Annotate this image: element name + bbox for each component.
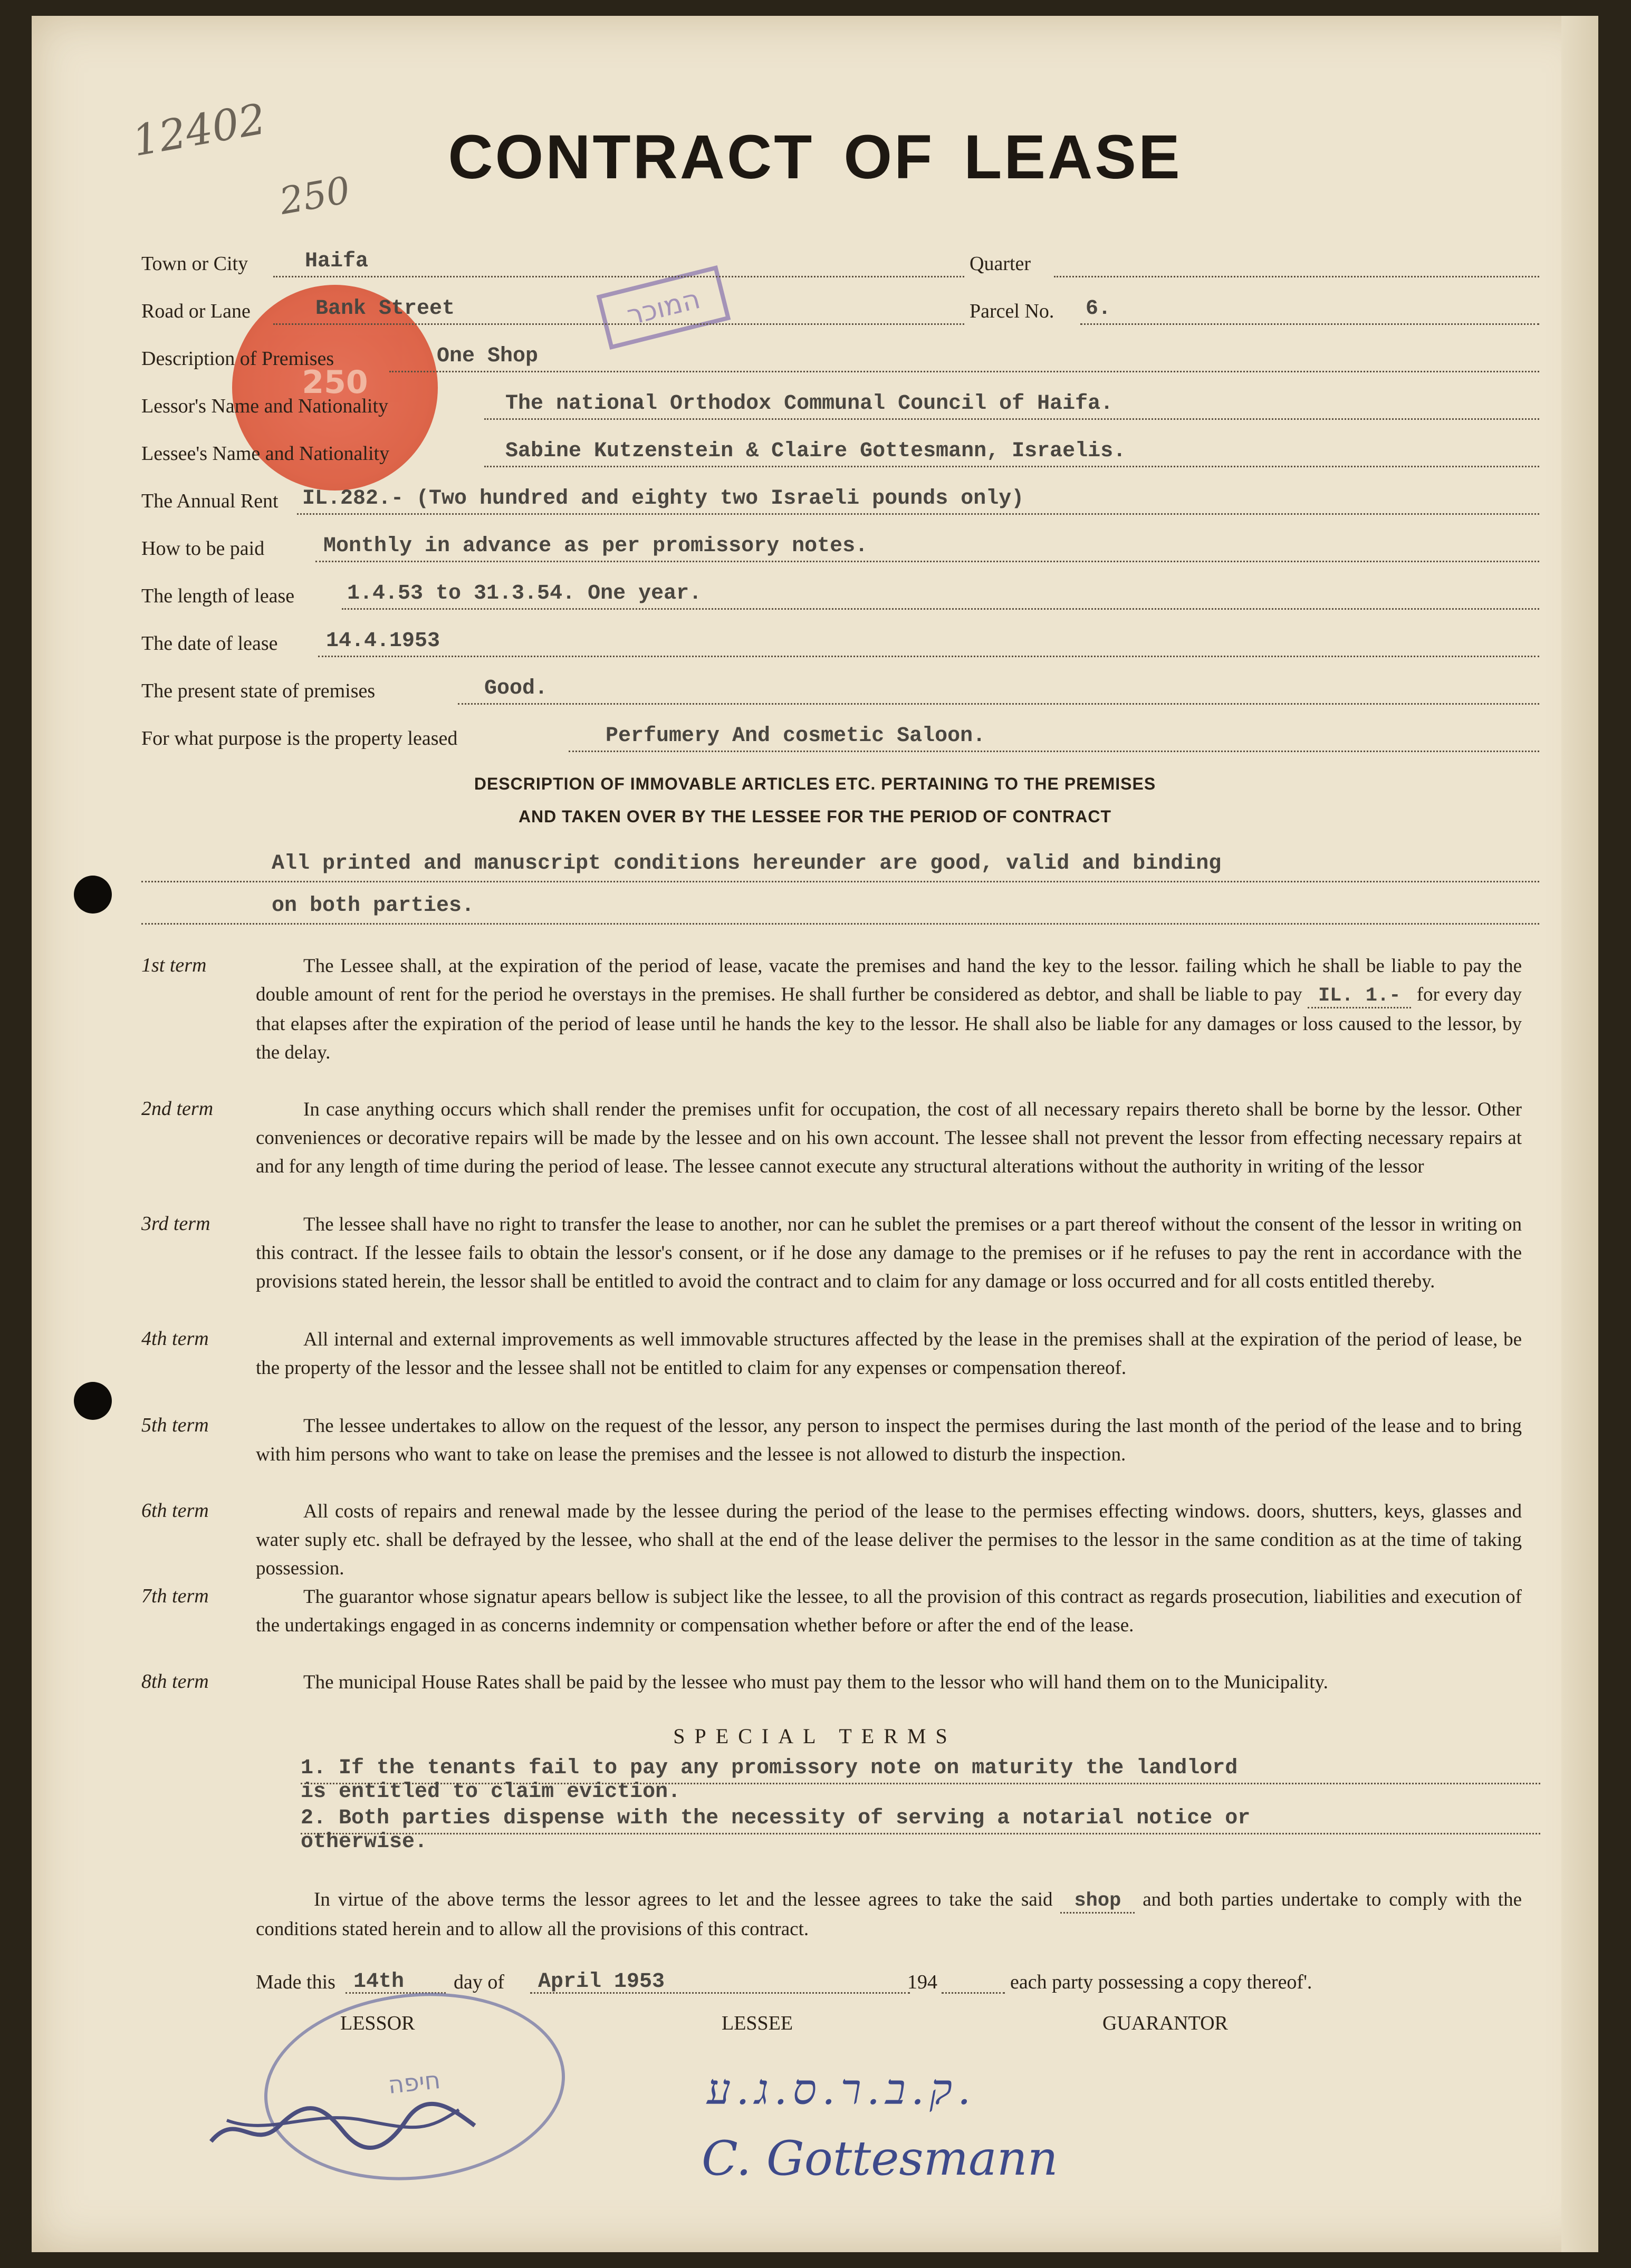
guarantor-heading: GUARANTOR <box>1102 2012 1228 2034</box>
field-town: Town or City Haifa Quarter <box>141 248 1539 280</box>
term-text: The lessee undertakes to allow on the request of the lessor, any person to inspect the permises during the last month of the period of the lease and to bring with him persons who want to take on lease the premises and the lessee is not allowed to disturb the inspection. <box>256 1415 1522 1465</box>
lessee-heading: LESSEE <box>722 2012 793 2034</box>
term-text: The municipal House Rates shall be paid by the lessee who must pay them to the lessor who will hand them on to the Municipality. <box>303 1671 1328 1693</box>
oval-council-stamp: חיפה <box>255 1978 574 2195</box>
punch-hole <box>74 1382 112 1420</box>
closing-fill-value: shop <box>1060 1890 1135 1914</box>
term-label: 6th term <box>141 1500 209 1522</box>
lessor-value: The national Orthodox Communal Council of Haifa. <box>505 392 1114 416</box>
paper-edge <box>1561 16 1598 2252</box>
articles-heading-line2: AND TAKEN OVER BY THE LESSEE FOR THE PERIOD OF CONTRACT <box>518 807 1112 826</box>
term-text: All costs of repairs and renewal made by the lessee during the period of the lease to the permises effecting windows. doors, shutters, keys, glasses and water suply etc. shall be defrayed by the lessee, who shall at the end of the lease deliver the permises to the lessor in the same condition as at the time of taking possession. <box>256 1501 1522 1579</box>
punch-hole <box>74 876 112 914</box>
term-text: The guarantor whose signatur apears bellow is subject like the lessee, to all the provision of this contract as regards prosecution, liabilities and execution of the undertakings engaged in as concerns indemnity or compensation whether before or after the end of the lease. <box>256 1586 1522 1636</box>
title-word: LEASE <box>964 122 1182 192</box>
made-month-value: April 1953 <box>538 1970 665 1994</box>
daily-penalty-value: IL. 1.- <box>1308 985 1411 1008</box>
term-label: 1st term <box>141 954 207 976</box>
dotted-line <box>141 923 1539 925</box>
lessee-signature: C. Gottesmann <box>702 2131 1058 2186</box>
lessee-value: Sabine Kutzenstein & Claire Gottesmann, Israelis. <box>505 439 1126 463</box>
dotted-line <box>301 1833 1540 1834</box>
rent-value: IL.282.- (Two hundred and eighty two Israeli pounds only) <box>302 487 1024 511</box>
field-lessor: Lessor's Name and Nationality The national Orthodox Communal Council of Haifa. <box>141 390 1539 422</box>
term-label: 5th term <box>141 1414 209 1436</box>
term-label: 3rd term <box>141 1213 210 1235</box>
red-revenue-seal: 250 <box>232 285 438 491</box>
description-value: One Shop <box>437 344 539 368</box>
articles-heading-line1: DESCRIPTION OF IMMOVABLE ARTICLES ETC. PERTAINING TO THE PREMISES <box>474 774 1156 793</box>
articles-text-line2: on both parties. <box>272 894 475 918</box>
handwritten-number: 12402 <box>128 94 270 166</box>
special-term-2-line2: otherwise. <box>301 1830 428 1854</box>
special-term-1-line2: is entitled to claim eviction. <box>301 1780 681 1804</box>
articles-text-line1: All printed and manuscript conditions hereunder are good, valid and binding <box>272 852 1222 876</box>
closing-paragraph: In virtue of the above terms the lessor agrees to let and the lessee agrees to take the said shop and both parties undertake to comply with the conditions stated herein and to allow all the provisions of this contract. <box>256 1889 1522 1940</box>
term-text: The lessee shall have no right to transfer the lease to another, nor can he sublet the premises or a part thereof without the consent of the lessor in writing on this contract. If the lessee fails to obtain the lessor's consent, or if he dose any damage to the premises or if he refuses to pay the rent in accordance with the provisions stated herein, the lessor shall be entitled to avoid the contract and to claim for any damage or loss occurred and for all costs entitled thereby. <box>256 1214 1522 1292</box>
field-lease-date: The date of lease 14.4.1953 <box>141 628 1539 659</box>
lease-document <box>32 16 1598 2252</box>
lessee-signature-hebrew: ק.ב.ר.ס.ג.ע. <box>707 2065 976 2114</box>
field-road: Road or Lane Bank Street Parcel No. 6. <box>141 295 1539 327</box>
term-label: 8th term <box>141 1670 209 1693</box>
road-value: Bank Street <box>315 297 455 321</box>
term-label: 2nd term <box>141 1098 214 1120</box>
field-purpose: For what purpose is the property leased Perfumery And cosmetic Saloon. <box>141 723 1539 754</box>
field-description: Description of Premises One Shop <box>141 343 1539 374</box>
term-text: The Lessee shall, at the expiration of the period of lease, vacate the premises and hand the key to the lessor. failing which he shall be liable to pay the double amount of rent for the period he overstays in the premises. He shall further be considered as debtor, and shall be liable to pay IL. 1.- for every day that elapses after the expiration of the period of lease until he hands the key to the lessor. He shall also be liable for any damages or loss caused to the lessor, by the delay. <box>256 955 1522 1063</box>
special-term-2-line1: 2. Both parties dispense with the necessity of serving a notarial notice or <box>301 1806 1251 1830</box>
special-term-1-line1: 1. If the tenants fail to pay any promissory note on maturity the landlord <box>301 1756 1238 1780</box>
state-value: Good. <box>484 677 548 700</box>
violet-stamp: המוכר <box>597 265 731 350</box>
parcel-value: 6. <box>1086 297 1111 321</box>
handwritten-number-2: 250 <box>276 168 353 223</box>
field-lease-length: The length of lease 1.4.53 to 31.3.54. One year. <box>141 580 1539 612</box>
field-lessee: Lessee's Name and Nationality Sabine Kutzenstein & Claire Gottesmann, Israelis. <box>141 438 1539 469</box>
field-annual-rent: The Annual Rent IL.282.- (Two hundred and eighty two Israeli pounds only) <box>141 485 1539 517</box>
title-word: OF <box>843 122 935 192</box>
made-day-value: 14th <box>353 1970 405 1994</box>
town-value: Haifa <box>305 249 369 273</box>
lessor-heading: LESSOR <box>340 2012 415 2034</box>
term-label: 7th term <box>141 1585 209 1607</box>
lessor-signature <box>206 2089 480 2157</box>
special-terms-heading: SPECIAL TERMS <box>673 1724 957 1748</box>
term-text: All internal and external improvements as well immovable structures affected by the lease in the premises shall at the expiration of the period of lease, be the property of the lessor and the lessee shall not be entitled to claim for any expenses or compensation thereof. <box>256 1329 1522 1379</box>
made-this-line: Made this 14th day of April 1953 194 each party possessing a copy thereof'. <box>256 1962 1522 1994</box>
purpose-value: Perfumery And cosmetic Saloon. <box>606 724 986 748</box>
title-word: CONTRACT <box>448 122 814 192</box>
term-label: 4th term <box>141 1328 209 1350</box>
date-value: 14.4.1953 <box>326 629 440 653</box>
term-text: In case anything occurs which shall render the premises unfit for occupation, the cost of all necessary repairs thereto shall be borne by the lessor. Other conveniences or decorative repairs will be made by the lessee and on his own account. The lessee shall not prevent the lessor from effecting necessary repairs at and for any length of time during the period of lease. The lessee cannot execute any structural alterations without the authority in writing of the lessor <box>256 1099 1522 1177</box>
field-premises-state: The present state of premises Good. <box>141 675 1539 707</box>
dotted-line <box>141 881 1539 882</box>
payment-value: Monthly in advance as per promissory notes. <box>323 534 868 558</box>
document-title <box>32 121 1598 193</box>
field-payment: How to be paid Monthly in advance as per promissory notes. <box>141 533 1539 564</box>
length-value: 1.4.53 to 31.3.54. One year. <box>347 582 702 606</box>
